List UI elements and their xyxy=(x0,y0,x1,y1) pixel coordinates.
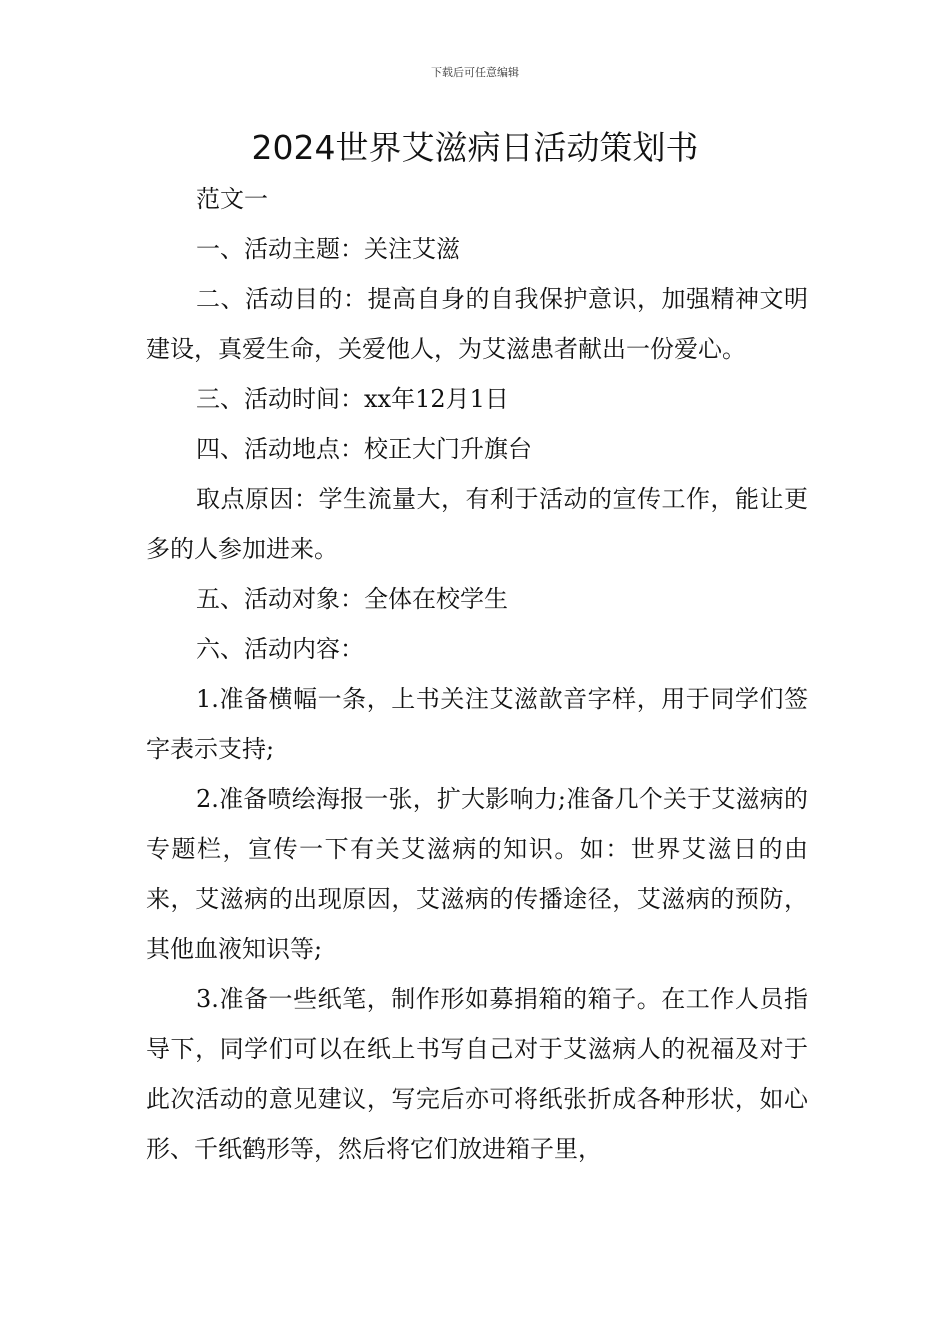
paragraph-time: 三、活动时间：xx年12月1日 xyxy=(196,385,509,413)
paragraph-content-item-1: 1.准备横幅一条，上书关注艾滋歆音字样，用于同学们签字表示支持; xyxy=(146,685,808,763)
paragraph-location-reason: 取点原因：学生流量大，有利于活动的宣传工作，能让更多的人参加进来。 xyxy=(146,485,808,563)
paragraph-theme: 一、活动主题：关注艾滋 xyxy=(196,235,460,263)
paragraph-purpose: 二、活动目的：提高自身的自我保护意识，加强精神文明建设，真爱生命，关爱他人，为艾滋患者献出一份爱心。 xyxy=(146,285,808,363)
paragraph-location: 四、活动地点：校正大门升旗台 xyxy=(196,435,532,463)
paragraph-audience: 五、活动对象：全体在校学生 xyxy=(196,585,508,613)
paragraph-content-item-2: 2.准备喷绘海报一张，扩大影响力;准备几个关于艾滋病的专题栏，宣传一下有关艾滋病的知识。如：世界艾滋日的由来，艾滋病的出现原因，艾滋病的传播途径，艾滋病的预防，其他血液知识等; xyxy=(146,785,808,963)
paragraph-content-heading: 六、活动内容： xyxy=(196,635,364,663)
document-title: 2024世界艾滋病日活动策划书 xyxy=(251,128,699,167)
page-header-note: 下载后可任意编辑 xyxy=(431,66,519,79)
document-body xyxy=(146,174,808,1174)
paragraph-content-item-3: 3.准备一些纸笔，制作形如募捐箱的箱子。在工作人员指导下，同学们可以在纸上书写自己对于艾滋病人的祝福及对于此次活动的意见建议，写完后亦可将纸张折成各种形状，如心形、千纸鹤形等，然后将它们放进箱子里， xyxy=(146,985,808,1163)
paragraph-sample-label: 范文一 xyxy=(196,185,268,213)
